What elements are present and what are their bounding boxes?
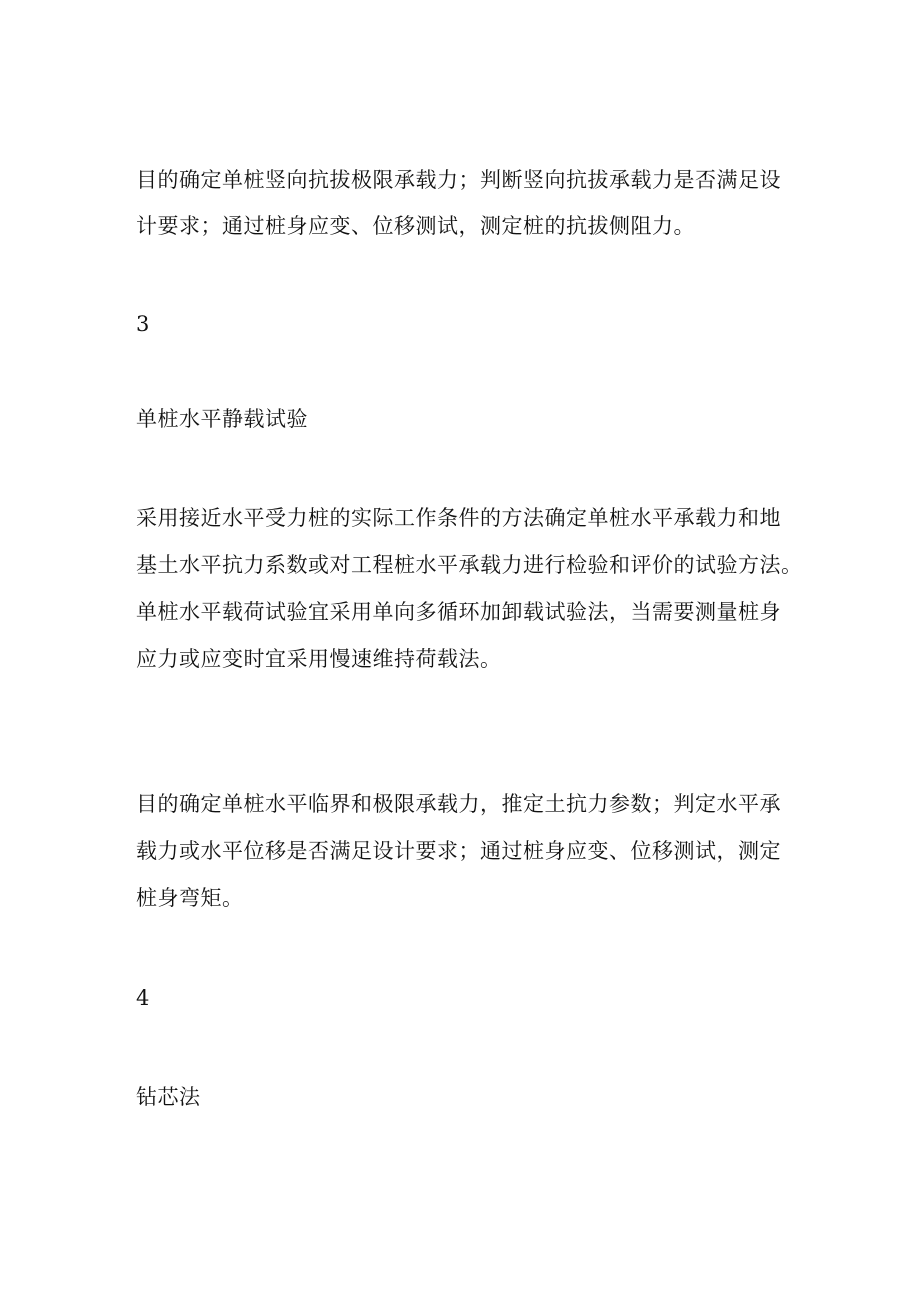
section-3-title: 单桩水平静载试验: [136, 407, 308, 431]
paragraph-2-line-2: 基土水平抗力系数或对工程桩水平承载力进行检验和评价的试验方法。: [136, 553, 803, 577]
paragraph-3-line-3: 桩身弯矩。: [136, 886, 244, 910]
paragraph-3-line-1: 目的确定单桩水平临界和极限承载力，推定土抗力参数；判定水平承: [136, 792, 781, 816]
paragraph-1-line-2: 计要求；通过桩身应变、位移测试，测定桩的抗拔侧阻力。: [136, 214, 695, 238]
paragraph-2-line-3: 单桩水平载荷试验宜采用单向多循环加卸载试验法，当需要测量桩身: [136, 600, 781, 624]
paragraph-2-line-1: 采用接近水平受力桩的实际工作条件的方法确定单桩水平承载力和地: [136, 506, 781, 530]
section-3-number: 3: [136, 312, 150, 336]
paragraph-2-line-4: 应力或应变时宜采用慢速维持荷载法。: [136, 647, 502, 671]
section-4-number: 4: [136, 986, 150, 1010]
paragraph-1-line-1: 目的确定单桩竖向抗拔极限承载力；判断竖向抗拔承载力是否满足设: [136, 168, 781, 192]
paragraph-3-line-2: 载力或水平位移是否满足设计要求；通过桩身应变、位移测试，测定: [136, 839, 781, 863]
section-4-title: 钻芯法: [136, 1085, 201, 1109]
